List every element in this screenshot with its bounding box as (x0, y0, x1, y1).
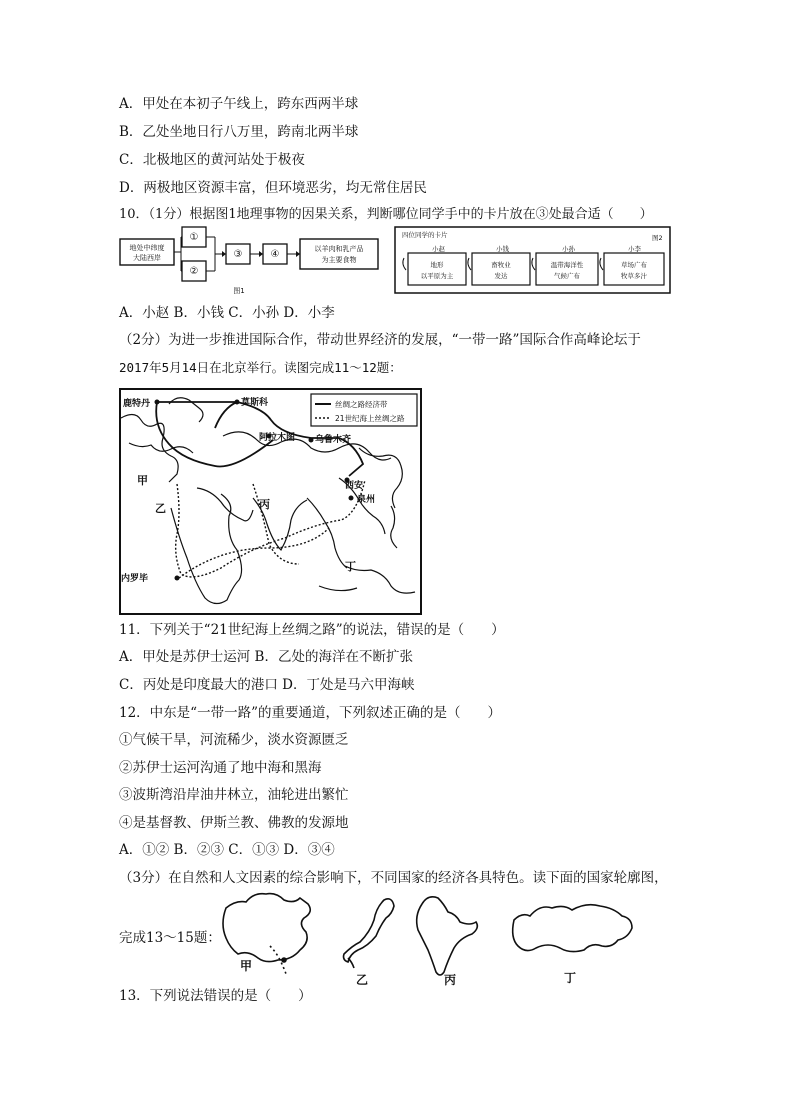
city-almaty: 阿拉木图 (259, 433, 296, 443)
card-name-2: 小钱 (496, 245, 509, 253)
fig1-circle-3: ③ (233, 249, 243, 260)
q10-figure-2 (394, 225, 672, 297)
card-3-line1: 温带海洋性 (550, 261, 584, 269)
q9-option-a: A．甲处在本初子午线上，跨东西两半球 (119, 96, 359, 112)
outline-label-ding: 丁 (564, 971, 577, 985)
legend-belt: 丝绸之路经济带 (335, 400, 388, 409)
mark-bing: 丙 (259, 498, 270, 511)
intro-13-15-line1: （3分）在自然和人文因素的综合影响下，不同国家的经济各具特色。读下面的国家轮廓图， (119, 870, 668, 886)
fig1-start-line2: 大陆西岸 (133, 254, 161, 262)
fig2-label: 图2 (652, 234, 663, 242)
city-rotterdam: 鹿特丹 (123, 399, 151, 409)
mark-jia: 甲 (137, 474, 148, 487)
q10-stem: 10．（1分）根据图1地理事物的因果关系，判断哪位同学手中的卡片放在③处最合适（ ） (119, 207, 653, 222)
card-name-3: 小孙 (562, 245, 575, 253)
city-nairobi: 内罗毕 (121, 574, 149, 584)
fig1-caption: 图1 (233, 287, 245, 295)
card-4-line1: 草场广布 (621, 261, 647, 269)
card-1-line1: 地形 (430, 261, 444, 269)
fig2-title: 四位同学的卡片 (402, 231, 448, 239)
q11-stem: 11．下列关于“21世纪海上丝绸之路”的说法，错误的是（ ） (119, 622, 505, 638)
q12-item-3: ③波斯湾沿岸油井林立，油轮进出繁忙 (119, 787, 349, 803)
q9-option-b: B．乙处坐地日行八万里，跨南北两半球 (119, 124, 359, 140)
fig1-circle-4: ④ (270, 249, 280, 260)
silk-road-map (119, 388, 423, 616)
intro-11-12-line2: 2017年5月14日在北京举行。读图完成11～12题： (119, 360, 402, 375)
q12-item-1: ①气候干旱，河流稀少，淡水资源匮乏 (119, 732, 349, 748)
q12-options: A．①② B．②③ C．①③ D．③④ (119, 842, 335, 858)
q10-options: A．小赵 B．小钱 C．小孙 D．小李 (119, 305, 335, 321)
q11-options-cd: C．丙处是印度最大的港口 D．丁处是马六甲海峡 (119, 677, 415, 693)
q11-options-ab: A．甲处是苏伊士运河 B．乙处的海洋在不断扩张 (119, 649, 413, 665)
country-outlines (218, 886, 638, 986)
outline-label-jia: 甲 (240, 959, 253, 973)
fig1-end-line2: 为主要食物 (321, 256, 357, 264)
q10-figure-1 (119, 225, 381, 297)
q12-stem: 12．中东是“一带一路”的重要通道，下列叙述正确的是（ ） (119, 705, 501, 721)
card-1-line2: 以平原为主 (420, 272, 454, 280)
intro-13-15-line2: 完成13～15题： (119, 930, 221, 946)
q12-item-2: ②苏伊士运河沟通了地中海和黑海 (119, 760, 322, 776)
card-3-line2: 气候广布 (554, 272, 580, 280)
card-name-4: 小李 (628, 245, 641, 253)
outline-label-yi: 乙 (356, 973, 369, 986)
fig1-circle-2: ② (189, 266, 199, 277)
outline-label-bing: 丙 (444, 973, 457, 986)
q9-option-d: D．两极地区资源丰富，但环境恶劣，均无常住居民 (119, 180, 427, 196)
q13-stem: 13．下列说法错误的是（ ） (119, 988, 312, 1004)
card-2-line1: 畜牧业 (491, 261, 511, 269)
card-4-line2: 牧草多汁 (621, 272, 647, 280)
city-xian: 西安 (345, 481, 364, 491)
legend-maritime: 21世纪海上丝绸之路 (335, 414, 405, 423)
fig1-circle-1: ① (189, 232, 199, 243)
card-name-1: 小赵 (432, 245, 445, 253)
intro-11-12-line1: （2分）为进一步推进国际合作，带动世界经济的发展，“一带一路”国际合作高峰论坛于 (119, 332, 641, 348)
fig1-start-line1: 地处中纬度 (129, 244, 165, 252)
city-moscow: 莫斯科 (241, 398, 269, 408)
mark-yi: 乙 (155, 502, 166, 515)
city-urumqi: 乌鲁木齐 (315, 435, 352, 445)
card-2-line2: 发达 (494, 272, 508, 280)
mark-ding: 丁 (345, 560, 356, 573)
q12-item-4: ④是基督教、伊斯兰教、佛教的发源地 (119, 815, 349, 831)
q9-option-c: C．北极地区的黄河站处于极夜 (119, 152, 305, 168)
city-quanzhou: 泉州 (357, 495, 376, 505)
fig1-end-line1: 以羊肉和乳产品 (314, 245, 364, 253)
